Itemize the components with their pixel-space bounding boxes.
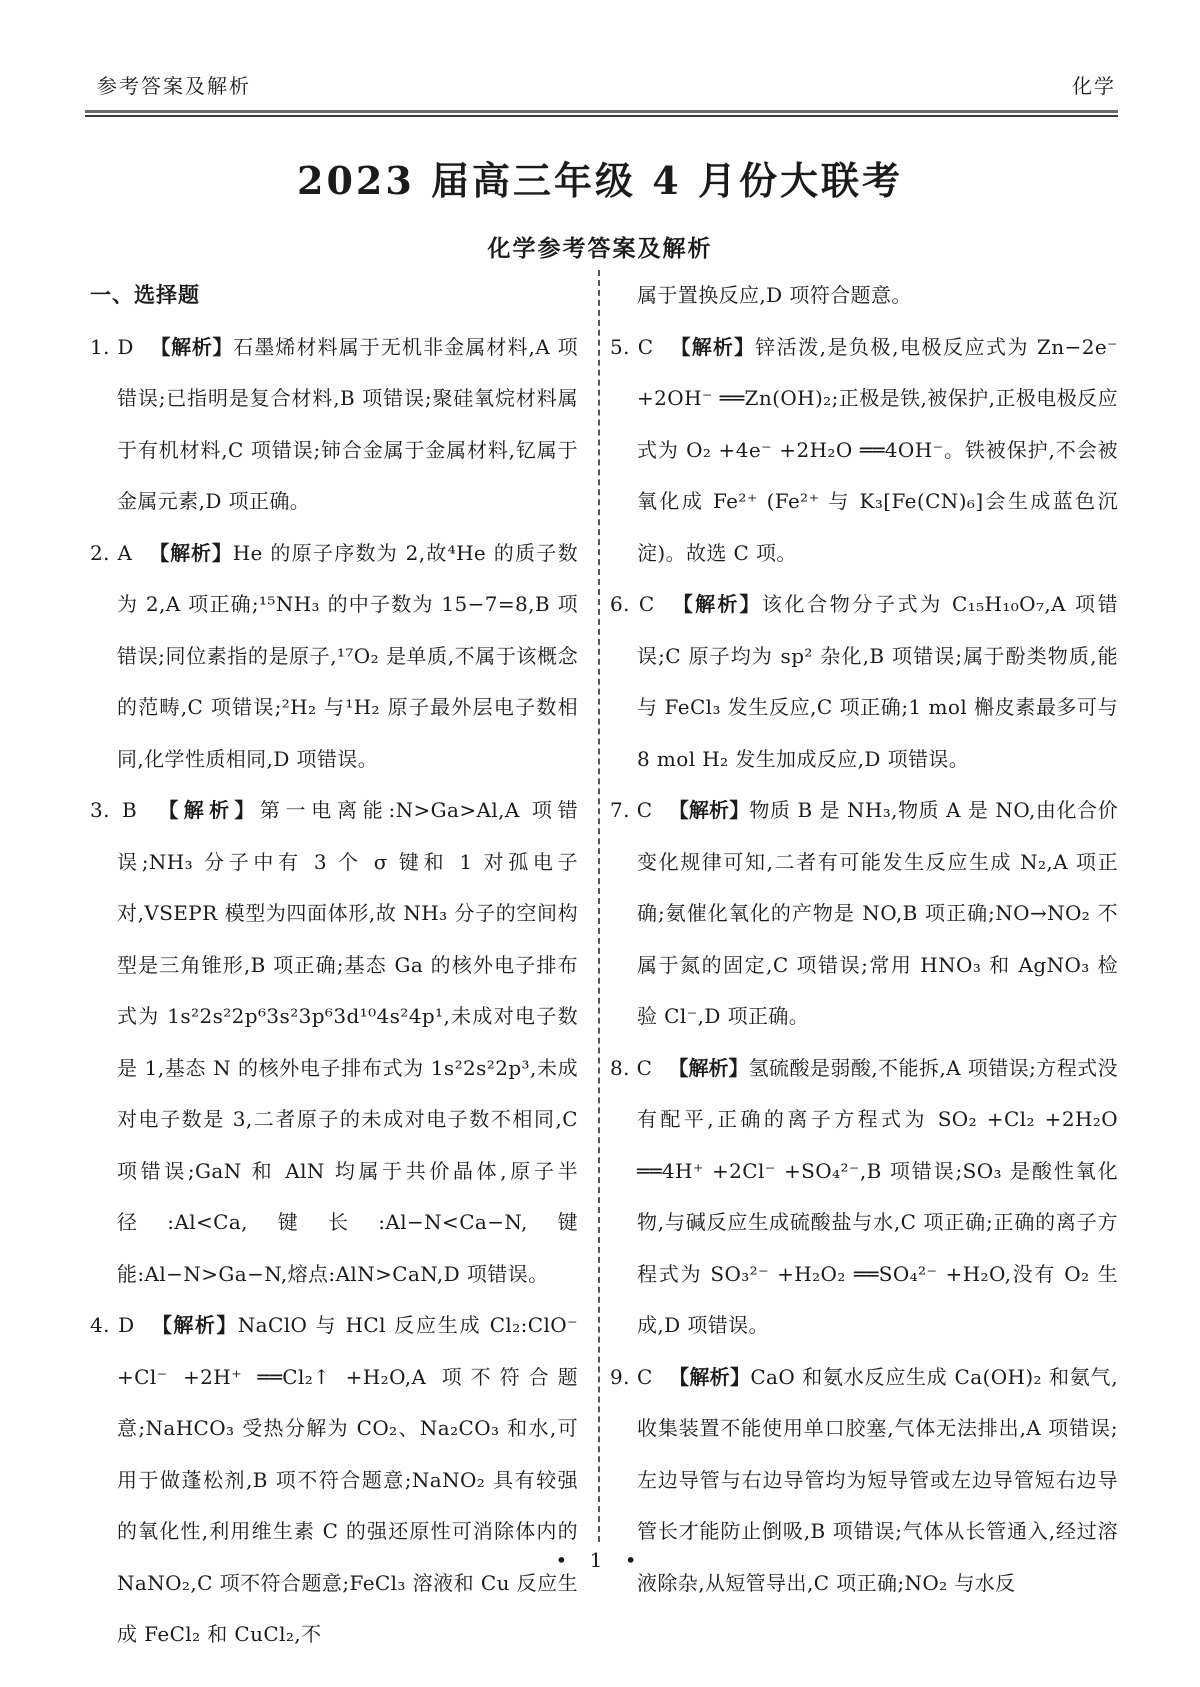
running-head	[97, 70, 1116, 99]
item-analysis-text: He 的原子序数为 2,故⁴He 的质子数为 2,A 项正确;¹⁵NH₃ 的中子数为 15−7=8,B 项错误;同位素指的是原子,¹⁷O₂ 是单质,不属于该概念的范畴,C 项错误;²H₂ 与¹H₂ 原子最外层电子数相同,化学性质相同,D 项错误。	[117, 540, 578, 771]
item-analysis-label: 【解析】	[669, 334, 756, 359]
document-subtitle: 化学参考答案及解析	[487, 236, 713, 262]
item-analysis-label: 【解析】	[150, 1313, 238, 1337]
running-head-right: 化学	[1072, 74, 1116, 98]
item-number-and-answer: 2. A	[90, 540, 133, 565]
item-number-and-answer: 5. C	[610, 334, 654, 359]
column-divider	[598, 270, 600, 1542]
item-analysis-label: 【解析】	[153, 798, 260, 822]
document-title: 2023 届高三年级 4 月份大联考	[297, 158, 903, 203]
item-analysis-text: 锌活泼,是负极,电极反应式为 Zn−2e⁻ +2OH⁻ ══Zn(OH)₂;正极是铁,被保护,正极电极反应式为 O₂ +4e⁻ +2H₂O ══4OH⁻。铁被保护,不会被氧化成 Fe²⁺ (Fe²⁺ 与 K₃[Fe(CN)₆]会生成蓝色沉淀)。故选 C 项。	[637, 334, 1119, 565]
item-number-and-answer: 9. C	[610, 1364, 653, 1389]
answer-item	[90, 322, 578, 528]
item-analysis-label: 【解析】	[149, 334, 234, 359]
item-number-and-answer: 3. B	[90, 798, 138, 822]
answer-item	[610, 322, 1118, 580]
answer-item	[90, 1300, 578, 1661]
answer-item	[610, 785, 1118, 1043]
item-analysis-text: 石墨烯材料属于无机非金属材料,A 项错误;已指明是复合材料,B 项错误;聚硅氧烷材料属于有机材料,C 项错误;铈合金属于金属材料,钇属于金属元素,D 项正确。	[117, 334, 579, 513]
item-number-and-answer: 4. D	[90, 1313, 135, 1337]
answer-columns	[90, 270, 1118, 1661]
answer-item	[610, 579, 1118, 785]
item-number-and-answer: 7. C	[610, 798, 653, 822]
item-analysis-text: 物质 B 是 NH₃,物质 A 是 NO,由化合价变化规律可知,二者有可能发生反应生成 N₂,A 项正确;氨催化氧化的产物是 NO,B 项正确;NO→NO₂ 不属于氮的固定,C 项错误;常用 HNO₃ 和 AgNO₃ 检验 Cl⁻,D 项正确。	[637, 798, 1119, 1028]
item-analysis-text: CaO 和氨水反应生成 Ca(OH)₂ 和氨气,收集装置不能使用单口胶塞,气体无法排出,A 项错误;左边导管与右边导管均为短导管或左边导管短右边导管长才能防止倒吸,B 项错误;气体从长管通入,经过溶液除杂,从短管导出,C 项正确;NO₂ 与水反	[637, 1364, 1119, 1595]
item-analysis-label: 【解析】	[668, 798, 750, 822]
item-analysis-text: NaClO 与 HCl 反应生成 Cl₂:ClO⁻ +Cl⁻ +2H⁺ ══Cl₂↑ +H₂O,A 项不符合题意;NaHCO₃ 受热分解为 CO₂、Na₂CO₃ 和水,可用于做蓬松剂,B 项不符合题意;NaNO₂ 具有较强的氧化性,利用维生素 C 的强还原性可消除体内的 NaNO₂,C 项不符合题意;FeCl₃ 溶液和 Cu 反应生成 FeCl₂ 和 CuCl₂,不	[117, 1313, 579, 1646]
page-number: • 1 •	[555, 1548, 645, 1572]
answer-item	[90, 785, 578, 1300]
running-head-left: 参考答案及解析	[97, 74, 251, 98]
header-double-rule	[85, 110, 1118, 117]
left-column	[90, 270, 578, 1661]
answer-item	[90, 528, 578, 786]
right-column	[610, 270, 1118, 1661]
item-analysis-text: 属于置换反应,D 项符合题意。	[637, 283, 912, 307]
item-analysis-label: 【解析】	[668, 1055, 749, 1080]
answer-item	[610, 270, 1118, 322]
item-analysis-label: 【解析】	[148, 540, 233, 565]
item-number-and-answer: 6. C	[610, 592, 655, 616]
section-heading: 一、选择题	[90, 283, 200, 307]
item-analysis-label: 【解析】	[668, 1364, 751, 1389]
answer-item	[610, 1043, 1118, 1352]
item-analysis-label: 【解析】	[670, 592, 762, 616]
item-number-and-answer: 1. D	[90, 334, 134, 359]
item-analysis-text: 氢硫酸是弱酸,不能拆,A 项错误;方程式没有配平,正确的离子方程式为 SO₂ +Cl₂ +2H₂O ══4H⁺ +2Cl⁻ +SO₄²⁻,B 项错误;SO₃ 是酸性氧化物,与碱反应生成硫酸盐与水,C 项正确;正确的离子方程式为 SO₃²⁻ +H₂O₂ ══SO₄²⁻ +H₂O,没有 O₂ 生成,D 项错误。	[637, 1055, 1119, 1337]
item-number-and-answer: 8. C	[610, 1055, 653, 1080]
item-analysis-text: 该化合物分子式为 C₁₅H₁₀O₇,A 项错误;C 原子均为 sp² 杂化,B 项错误;属于酚类物质,能与 FeCl₃ 发生反应,C 项正确;1 mol 槲皮素最多可与 8 mol H₂ 发生加成反应,D 项错误。	[637, 592, 1119, 771]
item-analysis-text: 第一电离能:N>Ga>Al,A 项错误;NH₃ 分子中有 3 个 σ 键和 1 对孤电子对,VSEPR 模型为四面体形,故 NH₃ 分子的空间构型是三角锥形,B 项正确;基态 Ga 的核外电子排布式为 1s²2s²2p⁶3s²3p⁶3d¹⁰4s²4p¹,未成对电子数是 1,基态 N 的核外电子排布式为 1s²2s²2p³,未成对电子数是 3,二者原子的未成对电子数不相同,C 项错误;GaN 和 AlN 均属于共价晶体,原子半径:Al<Ca,键长:Al−N<Ca−N,键能:Al−N>Ga−N,熔点:AlN>CaN,D 项错误。	[117, 798, 578, 1286]
